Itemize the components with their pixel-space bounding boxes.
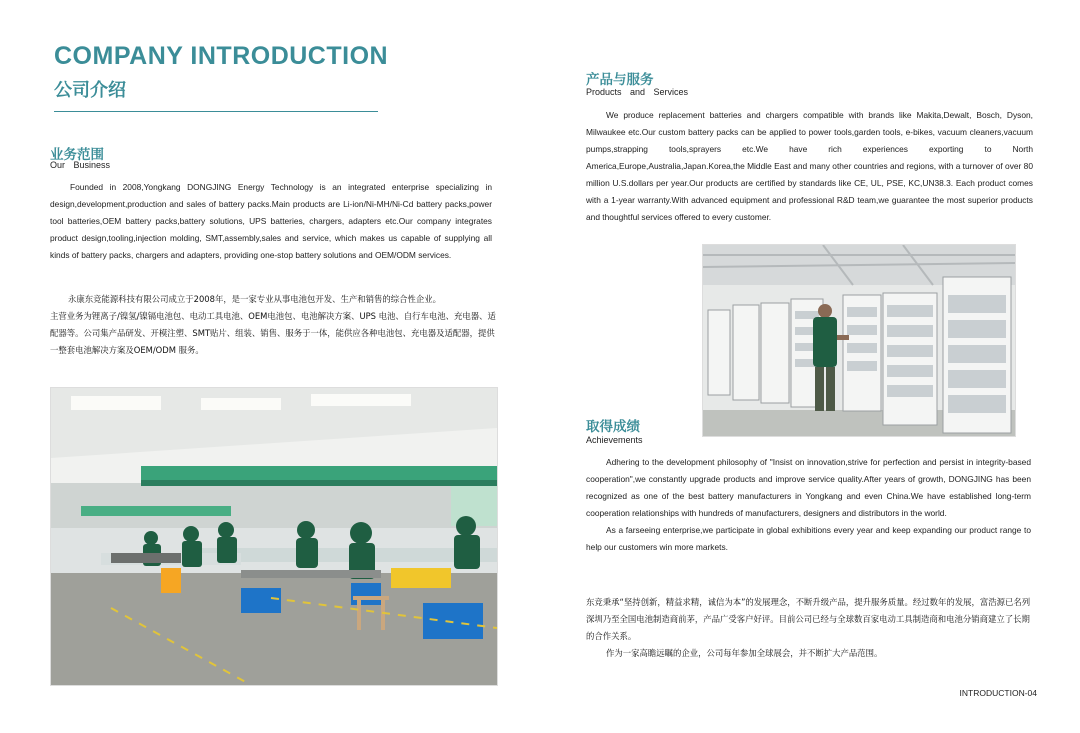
products-subtitle: Products and Services [586, 87, 689, 97]
page-subtitle: 公司介绍 [54, 80, 126, 101]
assembly-line-photo [50, 387, 498, 686]
products-paragraph: We produce replacement batteries and chargers compatible with brands like Makita,Dewalt, Bosch, Dyson, Milwaukee etc.Our custom battery packs can be applied to power tools,garden tools, e-bikes, vacuum cleaners,vacuum pumps,strapping tools,sprayers etc.We have rich experiences exporting to North America,Europe,Australia,Japan.Korea,the Middle East and many other countries and regions, with a turnover of over 80 million U.S.dollars per year.Our products are certified by standards like CE, UL, PSE, KC,UN38.3. Each product comes with a 1-year warranty.With advanced equipment and professional R&D team,we guarantee the most superior products and thoughtful services offered to every customer. [586, 110, 1033, 222]
page-number: INTRODUCTION-04 [959, 688, 1037, 698]
business-paragraph-cn: 永康东竞能源科技有限公司成立于2008年，是一家专业从事电池包开发、生产和销售的综合性企业。 主营业务为锂离子/镍氢/镍镉电池包、电动工具电池、OEM电池包、电池解决方案、UPS 电池、自行车电池、充电器、适配器等。公司集产品研发、开模注塑、SMT贴片、组装、销售、服务于一体，能供应各种电池包、充电器及适配器，提供一整套电池解决方案及OEM/ODM 服务。 [50, 294, 496, 355]
business-title: 业务范围 [50, 147, 104, 163]
business-subtitle: Our Business [50, 160, 111, 170]
achievements-paragraph-en: Adhering to the development philosophy of "Insist on innovation,strive for perfection and persist in integrity-based cooperation",we constantly upgrade products and improve service quality.After years of growth, DONGJING has been recognized as one of the best battery manufacturers in Yongkang and even China.We have established long-term cooperation relationships with hundreds of manufacturers, designers and distributors in the world. As a farseeing enterprise,we participate in global exhibitions every year and keep expanding our product range to help our customers win more markets. [586, 457, 1031, 552]
achievements-paragraph-cn: 东竞秉承“坚持创新，精益求精，诚信为本”的发展理念，不断升级产品，提升服务质量。经过数年的发展，富浩源已名列深圳乃至全国电池制造商前茅，产品广受客户好评。目前公司已经与全球数百家电动工具制造商和电池分销商建立了长期的合作关系。 作为一家高瞻远瞩的企业，公司每年参加全球展会，并不断扩大产品范围。 [586, 597, 1031, 658]
achievements-title: 取得成绩 [586, 419, 640, 435]
products-title: 产品与服务 [586, 72, 654, 88]
title-divider [54, 111, 378, 112]
page-title: COMPANY INTRODUCTION [54, 42, 389, 70]
business-paragraph-en: Founded in 2008,Yongkang DONGJING Energy Technology is an integrated enterprise specializing in design,development,production and sales of battery packs.Main products are Li-ion/Ni-MH/Ni-Cd battery packs,power tool batteries,OEM battery packs,battery solutions, UPS batteries, chargers, adapters etc.Our company integrates product design,tooling,injection molding, SMT,assembly,sales and service, which makes us capable of supplying all kinds of battery packs, chargers and adapters, providing one-stop battery solutions and OEM/ODM services. [50, 182, 492, 260]
achievements-subtitle: Achievements [586, 435, 643, 445]
battery-testing-photo [702, 244, 1016, 437]
